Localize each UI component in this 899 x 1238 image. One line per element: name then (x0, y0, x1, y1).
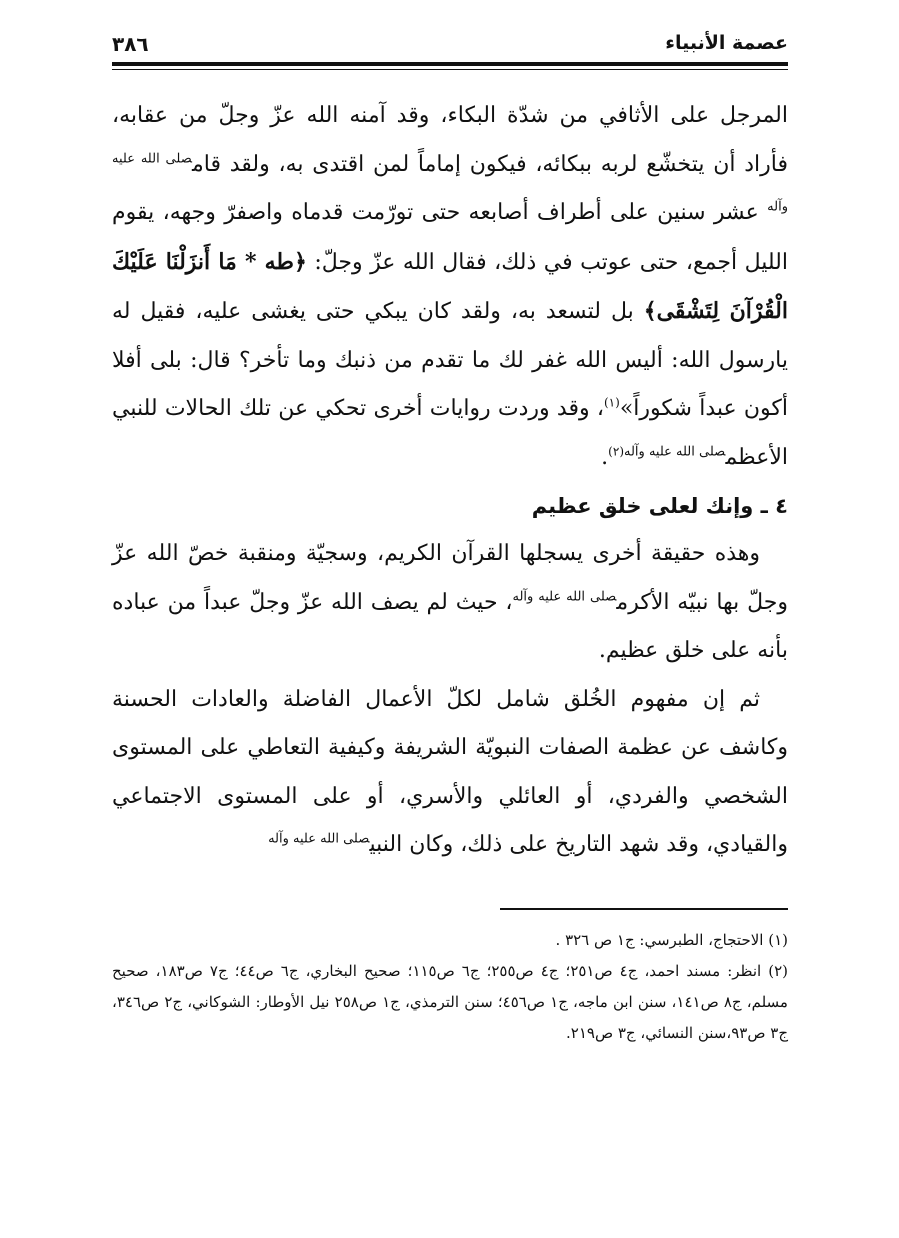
salawat-glyph: صلى الله عليه وآله (112, 151, 788, 215)
footnote-ref-1: (١) (603, 395, 620, 410)
paragraph-3: ثم إن مفهوم الخُلق شامل لكلّ الأعمال الفاضلة والعادات الحسنة وكاشف عن عظمة الصفات النبويّة الشريفة وكيفية التعاطي على المستوى الشخصي والفردي، أو العائلي والأسري، أو على المستوى الاجتماعي والقيادي، وقد شهد التاريخ على ذلك، وكان النبي$^{صلى الله عليه وآله}$ (112, 686, 788, 857)
paragraph-1: المرجل على الأثافي من شدّة البكاء، وقد آمنه الله عزّ وجلّ من عقابه، فأراد أن يتخشّع لربه ببكائه، فيكون إماماً لمن اقتدى به، ولقد قام$^{صلى الله عليه وآله}$ عشر سنين على أطراف أصابعه حتى تورّمت قدماه واصفرّ وجهه، يقوم الليل أجمع، حتى عوتب في ذلك، فقال الله عزّ وجلّ: ﴿طه * مَا أَنزَلْنَا عَلَيْكَ الْقُرْآنَ لِتَشْقَى﴾ بل لتسعد به، ولقد كان يبكي حتى يغشى عليه، فقيل له يارسول الله: أليس الله غفر لك ما تقدم من ذنبك وما تأخر؟ قال: بلى أفلا أكون عبداً شكوراً»$^{(١)}$، وقد وردت روايات أخرى تحكي عن تلك الحالات للنبي الأعظم$^{صلى الله عليه وآله(٢)}$. (112, 103, 789, 470)
footnote-separator (500, 908, 788, 910)
salawat-glyph: صلى الله عليه وآله (624, 444, 726, 460)
quran-verse: ﴿طه * مَا أَنزَلْنَا عَلَيْكَ الْقُرْآنَ لِتَشْقَى﴾ (112, 248, 789, 324)
footnote-2: (٢) انظر: مسند احمد، ج٤ ص٢٥١؛ ج٤ ص٢٥٥؛ ج٦ ص١١٥؛ صحيح البخاري، ج٦ ص٤٤؛ ج٧ ص١٨٣، صحيح مسلم، ج٨ ص١٤١، سنن ابن ماجه، ج١ ص٤٥٦؛ سنن الترمذي، ج١ ص٢٥٨ نيل الأوطار: الشوكاني، ج٢ ص٣٤٦، ج٣ ص٩٣،سنن النسائي، ج٣ ص٢١٩. (112, 962, 789, 1042)
page-number: ٣٨٦ (112, 32, 149, 56)
header-rule-thin (112, 69, 788, 70)
footnote-1: (١) الاحتجاج، الطبرسي: ج١ ص ٣٢٦ . (555, 931, 788, 949)
main-text (112, 92, 788, 870)
section-heading: ٤ ـ وإنك لعلى خلق عظيم (531, 494, 788, 518)
book-title: عصمة الأنبياء (665, 32, 788, 54)
salawat-glyph: صلى الله عليه وآله (268, 831, 370, 847)
salawat-glyph: صلى الله عليه وآله (512, 589, 617, 605)
header-rule-thick (112, 62, 788, 66)
footnotes (112, 925, 788, 1049)
page-header (112, 28, 788, 64)
footnote-ref-2: (٢) (608, 444, 624, 459)
paragraph-2: وهذه حقيقة أخرى يسجلها القرآن الكريم، وسجيّة ومنقبة خصّ الله عزّ وجلّ بها نبيّه الأكرم$^{صلى الله عليه وآله}$، حيث لم يصف الله عزّ وجلّ عبداً من عباده بأنه على خلق عظيم. (112, 541, 788, 663)
